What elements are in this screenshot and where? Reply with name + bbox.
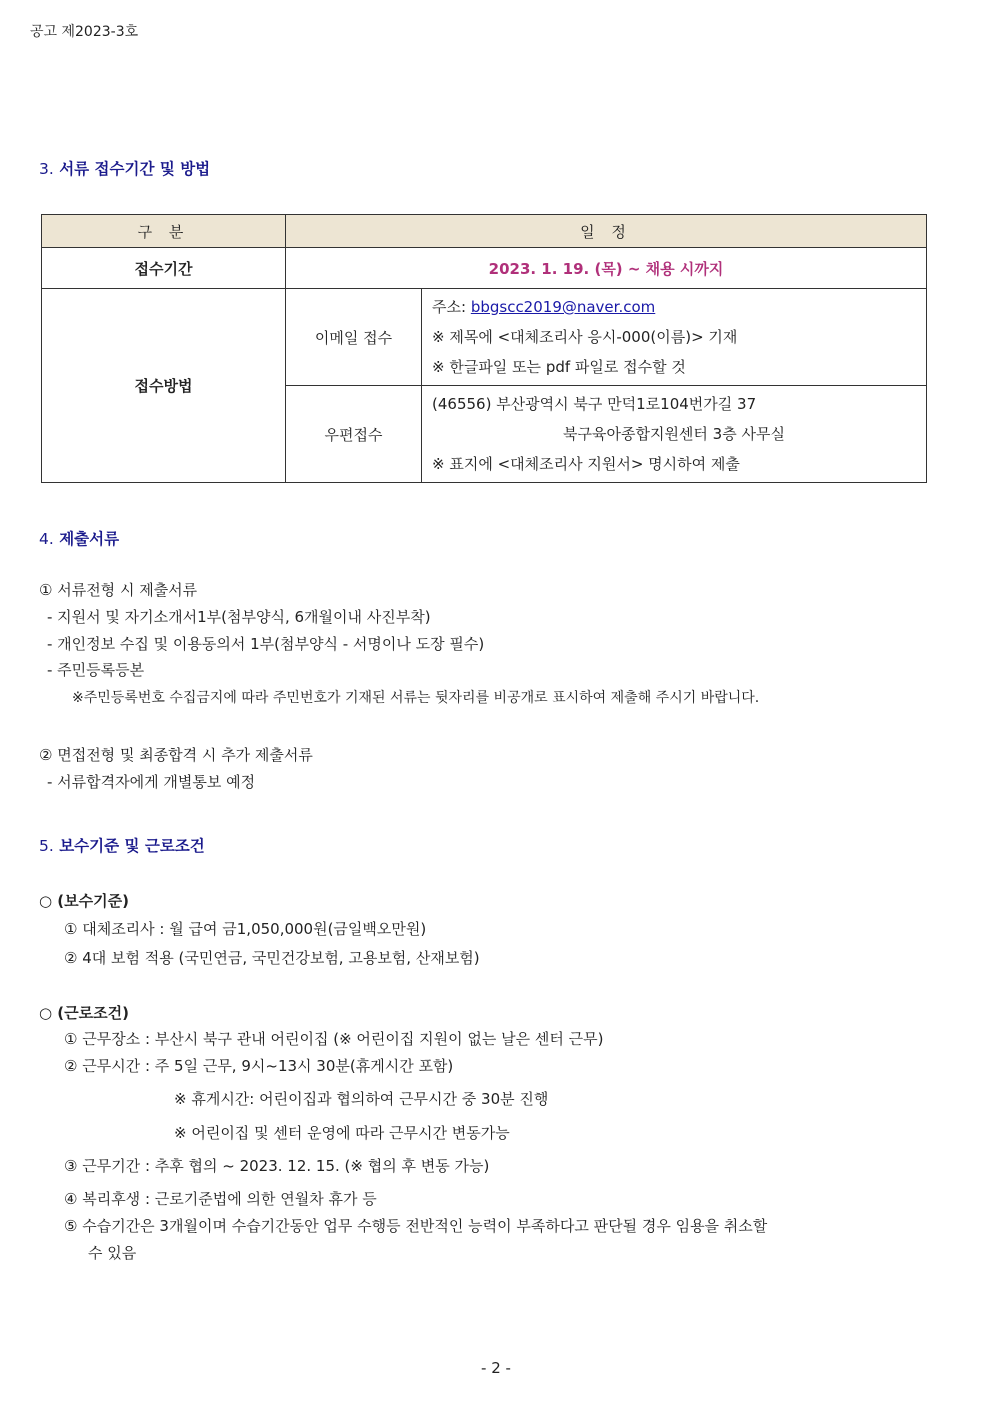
section-3-title: 서류 접수기간 및 방법: [59, 160, 211, 178]
section-4-number: 4.: [39, 530, 54, 548]
work-item-4: ④ 복리후생 : 근로기준법에 의한 연월차 휴가 등: [64, 1190, 377, 1208]
pay-title: ○ (보수기준): [39, 892, 129, 910]
work-item-2-note-2: ※ 어린이집 및 센터 운영에 따라 근무시간 변동가능: [174, 1124, 510, 1142]
email-address-link[interactable]: bbgscc2019@naver.com: [470, 298, 656, 316]
table-row-email: [42, 289, 927, 386]
post-details: [422, 386, 927, 483]
email-note-subject: ※ 제목에 <대체조리사 응시-000(이름)> 기재: [432, 328, 738, 346]
doc-item-1-line-3: - 주민등록등본: [47, 661, 145, 679]
work-title: ○ (근로조건): [39, 1004, 129, 1022]
period-label: 접수기간: [42, 248, 286, 289]
pay-item-2: ② 4대 보험 적용 (국민연금, 국민건강보험, 고용보험, 산재보험): [64, 949, 480, 967]
email-details: [422, 289, 927, 386]
post-label: 우편접수: [286, 386, 422, 483]
pay-item-1: ① 대체조리사 : 월 급여 금1,050,000원(금일백오만원): [64, 920, 427, 938]
section-5-title: 보수기준 및 근로조건: [59, 837, 205, 855]
period-value: 2023. 1. 19. (목) ~ 채용 시까지: [286, 248, 927, 289]
post-office-line: 북구육아종합지원센터 3층 사무실: [563, 425, 785, 443]
doc-item-2-title: ② 면접전형 및 최종합격 시 추가 제출서류: [39, 746, 313, 764]
section-3-number: 3.: [39, 160, 54, 178]
section-5-number: 5.: [39, 837, 54, 855]
doc-item-2-line-1: - 서류합격자에게 개별통보 예정: [47, 773, 256, 791]
work-item-1: ① 근무장소 : 부산시 북구 관내 어린이집 (※ 어린이집 지원이 없는 날은 센터 근무): [64, 1030, 604, 1048]
page-number: - 2 -: [481, 1359, 511, 1377]
table-header-row: [42, 215, 927, 248]
work-item-3: ③ 근무기간 : 추후 협의 ~ 2023. 12. 15. (※ 협의 후 변동 가능): [64, 1157, 490, 1175]
method-label: 접수방법: [42, 289, 286, 483]
header-schedule: 일 정: [286, 215, 927, 248]
doc-item-1-note: ※주민등록번호 수집금지에 따라 주민번호가 기재된 서류는 뒷자리를 비공개로 표시하여 제출해 주시기 바랍니다.: [72, 690, 760, 706]
email-note-format: ※ 한글파일 또는 pdf 파일로 접수할 것: [432, 358, 686, 376]
post-note-line: ※ 표지에 <대체조리사 지원서> 명시하여 제출: [432, 455, 740, 473]
section-4-heading: [39, 527, 119, 549]
doc-item-1-line-2: - 개인정보 수집 및 이용동의서 1부(첨부양식 - 서명이나 도장 필수): [47, 635, 485, 653]
section-5-heading: [39, 834, 205, 856]
work-item-5-line-1: ⑤ 수습기간은 3개월이며 수습기간동안 업무 수행등 전반적인 능력이 부족하다고 판단될 경우 임용을 취소할: [64, 1217, 768, 1235]
work-item-2: ② 근무시간 : 주 5일 근무, 9시~13시 30분(휴게시간 포함): [64, 1057, 454, 1075]
table-row-period: [42, 248, 927, 289]
post-address-line: (46556) 부산광역시 북구 만덕1로104번가길 37: [432, 395, 757, 413]
doc-item-1-title: ① 서류전형 시 제출서류: [39, 581, 198, 599]
section-4-title: 제출서류: [59, 530, 120, 548]
doc-item-1-line-1: - 지원서 및 자기소개서1부(첨부양식, 6개월이내 사진부착): [47, 608, 431, 626]
section-3-heading: [39, 157, 210, 179]
email-address-prefix: 주소:: [432, 298, 471, 316]
work-item-2-note-1: ※ 휴게시간: 어린이집과 협의하여 근무시간 중 30분 진행: [174, 1090, 549, 1108]
notice-number: 공고 제2023-3호: [30, 24, 139, 40]
email-label: 이메일 접수: [286, 289, 422, 386]
work-item-5-line-2: 수 있음: [88, 1244, 137, 1262]
header-category: 구 분: [42, 215, 286, 248]
email-address-line: [432, 292, 926, 322]
schedule-table: [41, 214, 927, 483]
